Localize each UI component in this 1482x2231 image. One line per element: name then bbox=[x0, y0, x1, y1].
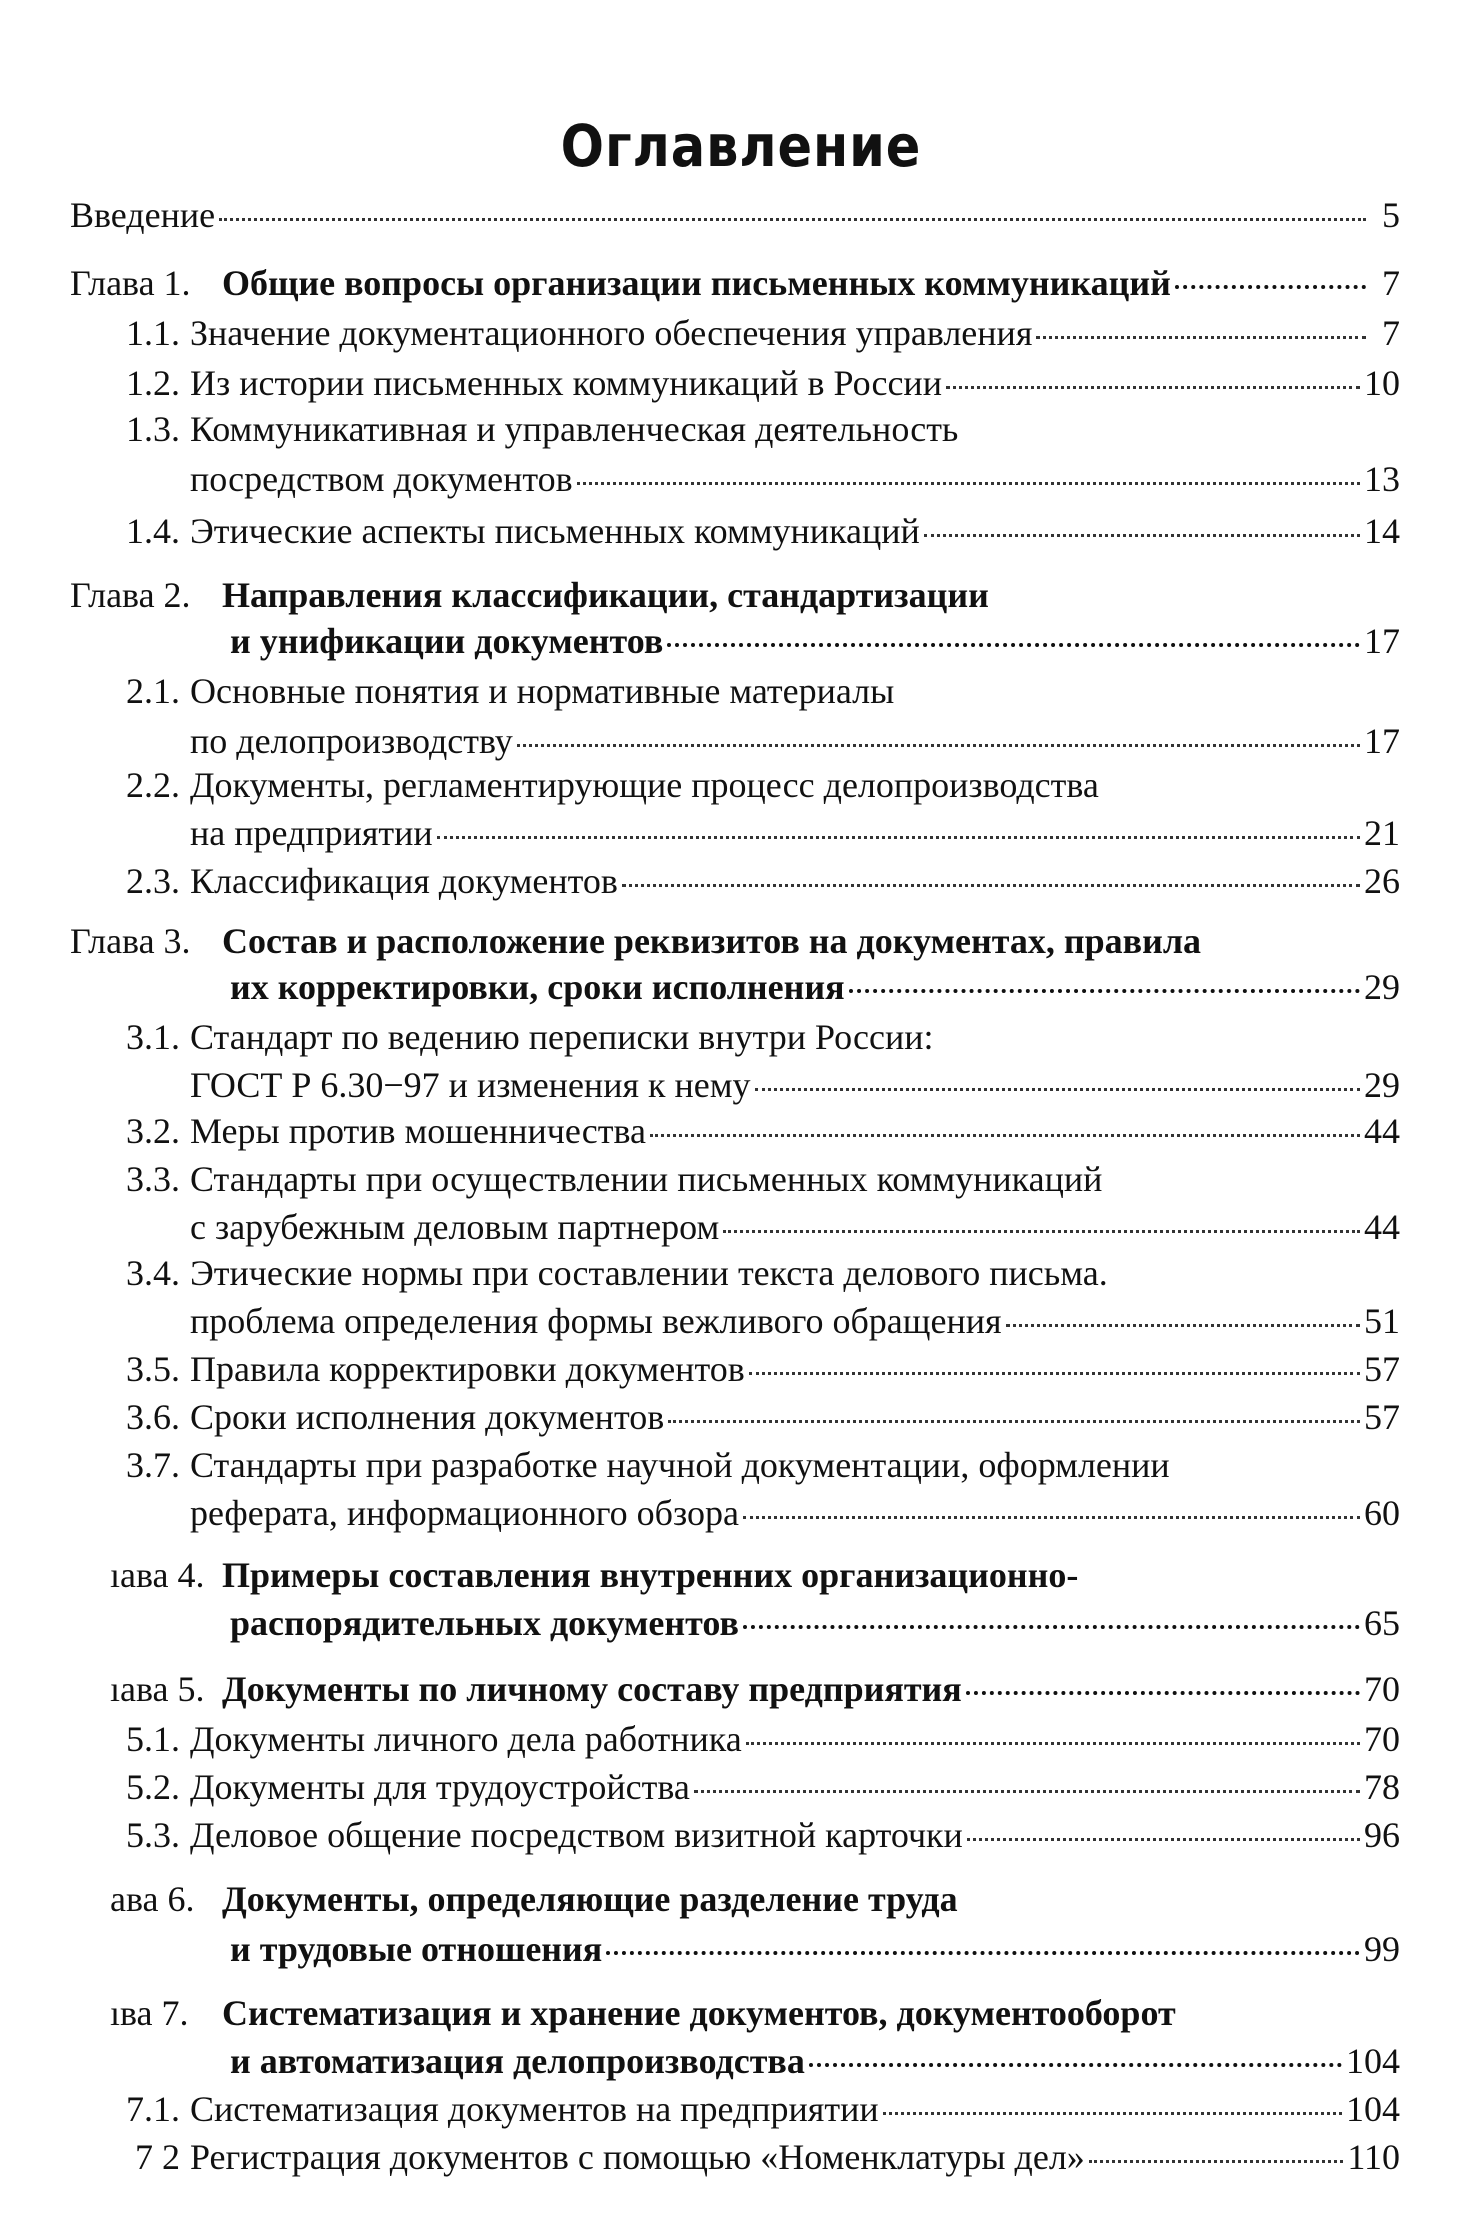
section-number: 3.3. bbox=[126, 1159, 180, 1199]
section-entry-text: Регистрация документов с помощью «Номенклатуры дел» bbox=[190, 2137, 1085, 2177]
chapter-label: ıава 4. bbox=[110, 1555, 205, 1595]
section-entry bbox=[190, 2134, 1400, 2180]
chapter-title-text: и автоматизация делопроизводства bbox=[230, 2041, 805, 2081]
dot-leader bbox=[437, 836, 1360, 839]
section-number: 7 2 bbox=[135, 2137, 180, 2177]
dot-leader bbox=[650, 1134, 1360, 1137]
dot-leader bbox=[1175, 285, 1366, 289]
chapter-title bbox=[230, 1926, 1400, 1972]
dot-leader bbox=[622, 884, 1360, 887]
section-entry-text: ГОСТ Р 6.30−97 и изменения к нему bbox=[190, 1065, 751, 1105]
chapter-label: Глава 1. bbox=[70, 263, 191, 303]
chapter-title bbox=[222, 1666, 1400, 1712]
section-entry-text: Меры против мошенничества bbox=[190, 1111, 646, 1151]
section-entry-text: Значение документационного обеспечения управления bbox=[190, 313, 1033, 353]
section-entry bbox=[190, 1490, 1400, 1536]
section-entry-text: по делопроизводству bbox=[190, 721, 513, 761]
section-number: 5.2. bbox=[126, 1767, 180, 1807]
page-number: 65 bbox=[1364, 1603, 1400, 1643]
page-number: 10 bbox=[1364, 363, 1400, 403]
page-number: 104 bbox=[1346, 2089, 1400, 2129]
section-entry bbox=[190, 1298, 1400, 1344]
page-number: 104 bbox=[1346, 2041, 1400, 2081]
page-number: 57 bbox=[1364, 1349, 1400, 1389]
dot-leader bbox=[668, 1420, 1360, 1423]
section-number: 5.1. bbox=[126, 1719, 180, 1759]
section-entry bbox=[190, 508, 1400, 554]
chapter-title-text: их корректировки, сроки исполнения bbox=[230, 967, 845, 1007]
section-number: 3.2. bbox=[126, 1111, 180, 1151]
section-entry-text: реферата, информационного обзора bbox=[190, 1493, 739, 1533]
section-number: 7.1. bbox=[126, 2089, 180, 2129]
page-number: 44 bbox=[1364, 1207, 1400, 1247]
section-entry: Основные понятия и нормативные материалы bbox=[190, 671, 895, 711]
section-entry-text: Документы для трудоустройства bbox=[190, 1767, 690, 1807]
section-entry bbox=[190, 810, 1400, 856]
chapter-title-text: и трудовые отношения bbox=[230, 1929, 603, 1969]
chapter-title: Систематизация и хранение документов, документооборот bbox=[222, 1993, 1176, 2033]
dot-leader bbox=[946, 386, 1360, 389]
dot-leader bbox=[606, 1951, 1360, 1955]
section-number: 2.1. bbox=[126, 671, 180, 711]
section-entry bbox=[190, 1812, 1400, 1858]
chapter-title bbox=[230, 1600, 1400, 1646]
section-entry bbox=[190, 1346, 1400, 1392]
page-number: 29 bbox=[1364, 967, 1400, 1007]
section-entry: Стандарты при осуществлении письменных коммуникаций bbox=[190, 1159, 1103, 1199]
section-entry-text: Классификация документов bbox=[190, 861, 618, 901]
section-entry: Коммуникативная и управленческая деятельность bbox=[190, 409, 959, 449]
dot-leader bbox=[809, 2063, 1342, 2067]
chapter-title-text: распорядительных документов bbox=[230, 1603, 739, 1643]
chapter-title bbox=[222, 260, 1400, 306]
chapter-label: Глава 3. bbox=[70, 921, 191, 961]
section-entry-text: Сроки исполнения документов bbox=[190, 1397, 665, 1437]
dot-leader bbox=[694, 1790, 1360, 1793]
dot-leader bbox=[1006, 1324, 1360, 1327]
dot-leader bbox=[723, 1230, 1360, 1233]
section-number: 2.3. bbox=[126, 861, 180, 901]
dot-leader bbox=[743, 1625, 1360, 1629]
page-number: 51 bbox=[1364, 1301, 1400, 1341]
section-entry bbox=[190, 718, 1400, 764]
chapter-label: ава 6. bbox=[110, 1879, 195, 1919]
section-entry: Этические нормы при составлении текста делового письма. bbox=[190, 1253, 1108, 1293]
page-number: 70 bbox=[1364, 1719, 1400, 1759]
page-number: 78 bbox=[1364, 1767, 1400, 1807]
section-entry-text: Этические аспекты письменных коммуникаций bbox=[190, 511, 920, 551]
section-entry-text: Деловое общение посредством визитной карточки bbox=[190, 1815, 963, 1855]
section-entry bbox=[190, 1394, 1400, 1440]
section-entry-text: Из истории письменных коммуникаций в России bbox=[190, 363, 942, 403]
chapter-title: Состав и расположение реквизитов на документах, правила bbox=[222, 921, 1202, 961]
page-title: Оглавление bbox=[560, 112, 922, 180]
page-number: 7 bbox=[1382, 263, 1400, 303]
section-entry: Стандарты при разработке научной документации, оформлении bbox=[190, 1445, 1170, 1485]
section-entry-text: на предприятии bbox=[190, 813, 433, 853]
section-number: 1.4. bbox=[126, 511, 180, 551]
section-entry bbox=[190, 2086, 1400, 2132]
dot-leader bbox=[967, 1838, 1360, 1841]
section-entry-text: Документы личного дела работника bbox=[190, 1719, 742, 1759]
section-number: 2.2. bbox=[126, 765, 180, 805]
section-entry bbox=[190, 310, 1400, 356]
section-number: 3.1. bbox=[126, 1017, 180, 1057]
section-entry-text: с зарубежным деловым партнером bbox=[190, 1207, 720, 1247]
page-number: 29 bbox=[1364, 1065, 1400, 1105]
dot-leader bbox=[849, 989, 1360, 993]
section-number: 5.3. bbox=[126, 1815, 180, 1855]
section-number: 1.1. bbox=[126, 313, 180, 353]
section-entry bbox=[190, 360, 1400, 406]
chapter-title: Документы, определяющие разделение труда bbox=[222, 1879, 958, 1919]
dot-leader bbox=[1089, 2160, 1344, 2163]
page-number: 70 bbox=[1364, 1669, 1400, 1709]
section-entry bbox=[190, 858, 1400, 904]
section-number: 3.5. bbox=[126, 1349, 180, 1389]
page-number: 5 bbox=[1382, 195, 1400, 235]
section-entry-text: Систематизация документов на предприятии bbox=[190, 2089, 879, 2129]
section-entry bbox=[190, 1204, 1400, 1250]
section-entry: Документы, регламентирующие процесс делопроизводства bbox=[190, 765, 1099, 805]
section-number: 1.3. bbox=[126, 409, 180, 449]
page-number: 60 bbox=[1364, 1493, 1400, 1533]
dot-leader bbox=[667, 643, 1360, 647]
chapter-title-text: и унификации документов bbox=[230, 621, 664, 661]
toc-entry-intro-text: Введение bbox=[70, 195, 216, 235]
chapter-label: Глава 2. bbox=[70, 575, 191, 615]
chapter-title bbox=[230, 2038, 1400, 2084]
page-number: 99 bbox=[1364, 1929, 1400, 1969]
page-number: 110 bbox=[1347, 2137, 1400, 2177]
chapter-title: Примеры составления внутренних организационно- bbox=[222, 1555, 1079, 1595]
page-number: 21 bbox=[1364, 813, 1400, 853]
section-number: 3.7. bbox=[126, 1445, 180, 1485]
section-entry-text: проблема определения формы вежливого обращения bbox=[190, 1301, 1002, 1341]
chapter-title-text: Общие вопросы организации письменных коммуникаций bbox=[222, 263, 1171, 303]
dot-leader bbox=[924, 534, 1360, 537]
section-entry bbox=[190, 456, 1400, 502]
page-number: 17 bbox=[1364, 621, 1400, 661]
chapter-label: ıава 5. bbox=[110, 1669, 205, 1709]
page-number: 14 bbox=[1364, 511, 1400, 551]
section-entry-text: Правила корректировки документов bbox=[190, 1349, 745, 1389]
chapter-title-text: Документы по личному составу предприятия bbox=[222, 1669, 962, 1709]
page-number: 96 bbox=[1364, 1815, 1400, 1855]
dot-leader bbox=[746, 1742, 1360, 1745]
section-entry bbox=[190, 1108, 1400, 1154]
section-entry bbox=[190, 1716, 1400, 1762]
chapter-title bbox=[230, 964, 1400, 1010]
page-number: 26 bbox=[1364, 861, 1400, 901]
section-number: 3.4. bbox=[126, 1253, 180, 1293]
dot-leader bbox=[966, 1691, 1360, 1695]
page-number: 13 bbox=[1364, 459, 1400, 499]
chapter-title bbox=[230, 618, 1400, 664]
dot-leader bbox=[883, 2112, 1342, 2115]
dot-leader bbox=[517, 744, 1360, 747]
dot-leader bbox=[755, 1088, 1360, 1091]
dot-leader bbox=[577, 482, 1360, 485]
section-entry bbox=[190, 1764, 1400, 1810]
section-entry bbox=[190, 1062, 1400, 1108]
page-number: 17 bbox=[1364, 721, 1400, 761]
dot-leader bbox=[743, 1516, 1360, 1519]
chapter-title: Направления классификации, стандартизации bbox=[222, 575, 989, 615]
section-entry-text: посредством документов bbox=[190, 459, 573, 499]
chapter-label: ıва 7. bbox=[110, 1993, 189, 2033]
toc-entry-intro bbox=[70, 192, 1400, 238]
dot-leader bbox=[1036, 336, 1366, 339]
section-number: 1.2. bbox=[126, 363, 180, 403]
page-number: 7 bbox=[1382, 313, 1400, 353]
section-number: 3.6. bbox=[126, 1397, 180, 1437]
section-entry: Стандарт по ведению переписки внутри России: bbox=[190, 1017, 934, 1057]
dot-leader bbox=[749, 1372, 1360, 1375]
page-number: 44 bbox=[1364, 1111, 1400, 1151]
dot-leader bbox=[219, 218, 1366, 221]
page-number: 57 bbox=[1364, 1397, 1400, 1437]
